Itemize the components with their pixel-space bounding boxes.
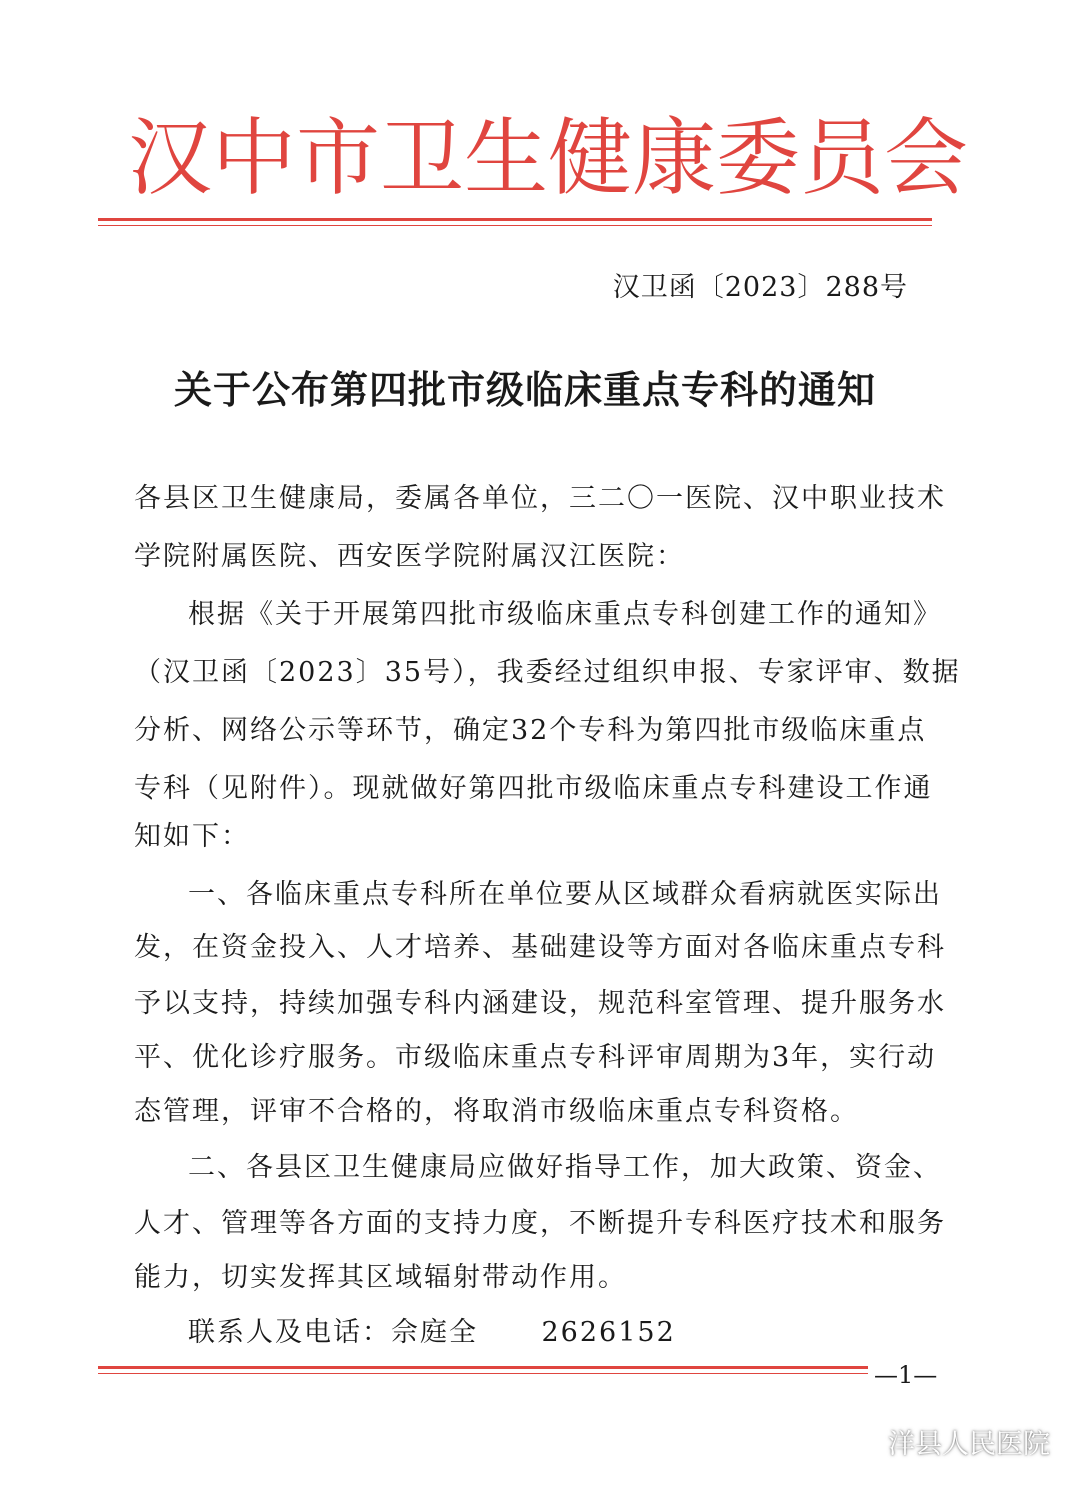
body-line: 人才、管理等各方面的支持力度，不断提升专科医疗技术和服务	[134, 1208, 946, 1239]
body-line: 分析、网络公示等环节，确定32个专科为第四批市级临床重点	[134, 715, 927, 746]
document-title: 关于公布第四批市级临床重点专科的通知	[173, 368, 876, 412]
body-line: 二、各县区卫生健康局应做好指导工作，加大政策、资金、	[188, 1152, 942, 1183]
body-line: 予以支持，持续加强专科内涵建设，规范科室管理、提升服务水	[134, 988, 946, 1019]
masthead-rule-thick	[98, 218, 932, 221]
contact-line: 联系人及电话：佘庭全 2626152	[188, 1317, 676, 1348]
body-line: （汉卫函〔2023〕35号），我委经过组织申报、专家评审、数据	[134, 657, 961, 688]
wechat-icon	[834, 1423, 878, 1459]
body-line: 根据《关于开展第四批市级临床重点专科创建工作的通知》	[188, 599, 942, 630]
watermark-text: 洋县人民医院	[888, 1428, 1050, 1460]
document-number: 汉卫函〔2023〕288号	[612, 272, 908, 303]
body-line: 发，在资金投入、人才培养、基础建设等方面对各临床重点专科	[134, 932, 946, 963]
footer-rule-thin	[98, 1373, 932, 1374]
body-line: 平、优化诊疗服务。市级临床重点专科评审周期为3年，实行动	[134, 1042, 937, 1073]
footer-rule-thick	[98, 1366, 932, 1369]
body-line: 各县区卫生健康局，委属各单位，三二〇一医院、汉中职业技术	[134, 483, 946, 514]
body-line: 学院附属医院、西安医学院附属汉江医院：	[134, 541, 685, 572]
body-line: 一、各临床重点专科所在单位要从区域群众看病就医实际出	[188, 879, 942, 910]
masthead-rule-thin	[98, 225, 932, 226]
body-line: 能力，切实发挥其区域辐射带动作用。	[134, 1262, 627, 1293]
body-line: 态管理，评审不合格的，将取消市级临床重点专科资格。	[134, 1096, 859, 1127]
body-line: 知如下：	[134, 821, 250, 852]
page-number: —1—	[868, 1360, 943, 1390]
body-line: 专科（见附件）。现就做好第四批市级临床重点专科建设工作通	[134, 773, 933, 804]
watermark	[834, 1416, 1050, 1466]
masthead-title: 汉中市卫生健康委员会	[128, 109, 969, 207]
